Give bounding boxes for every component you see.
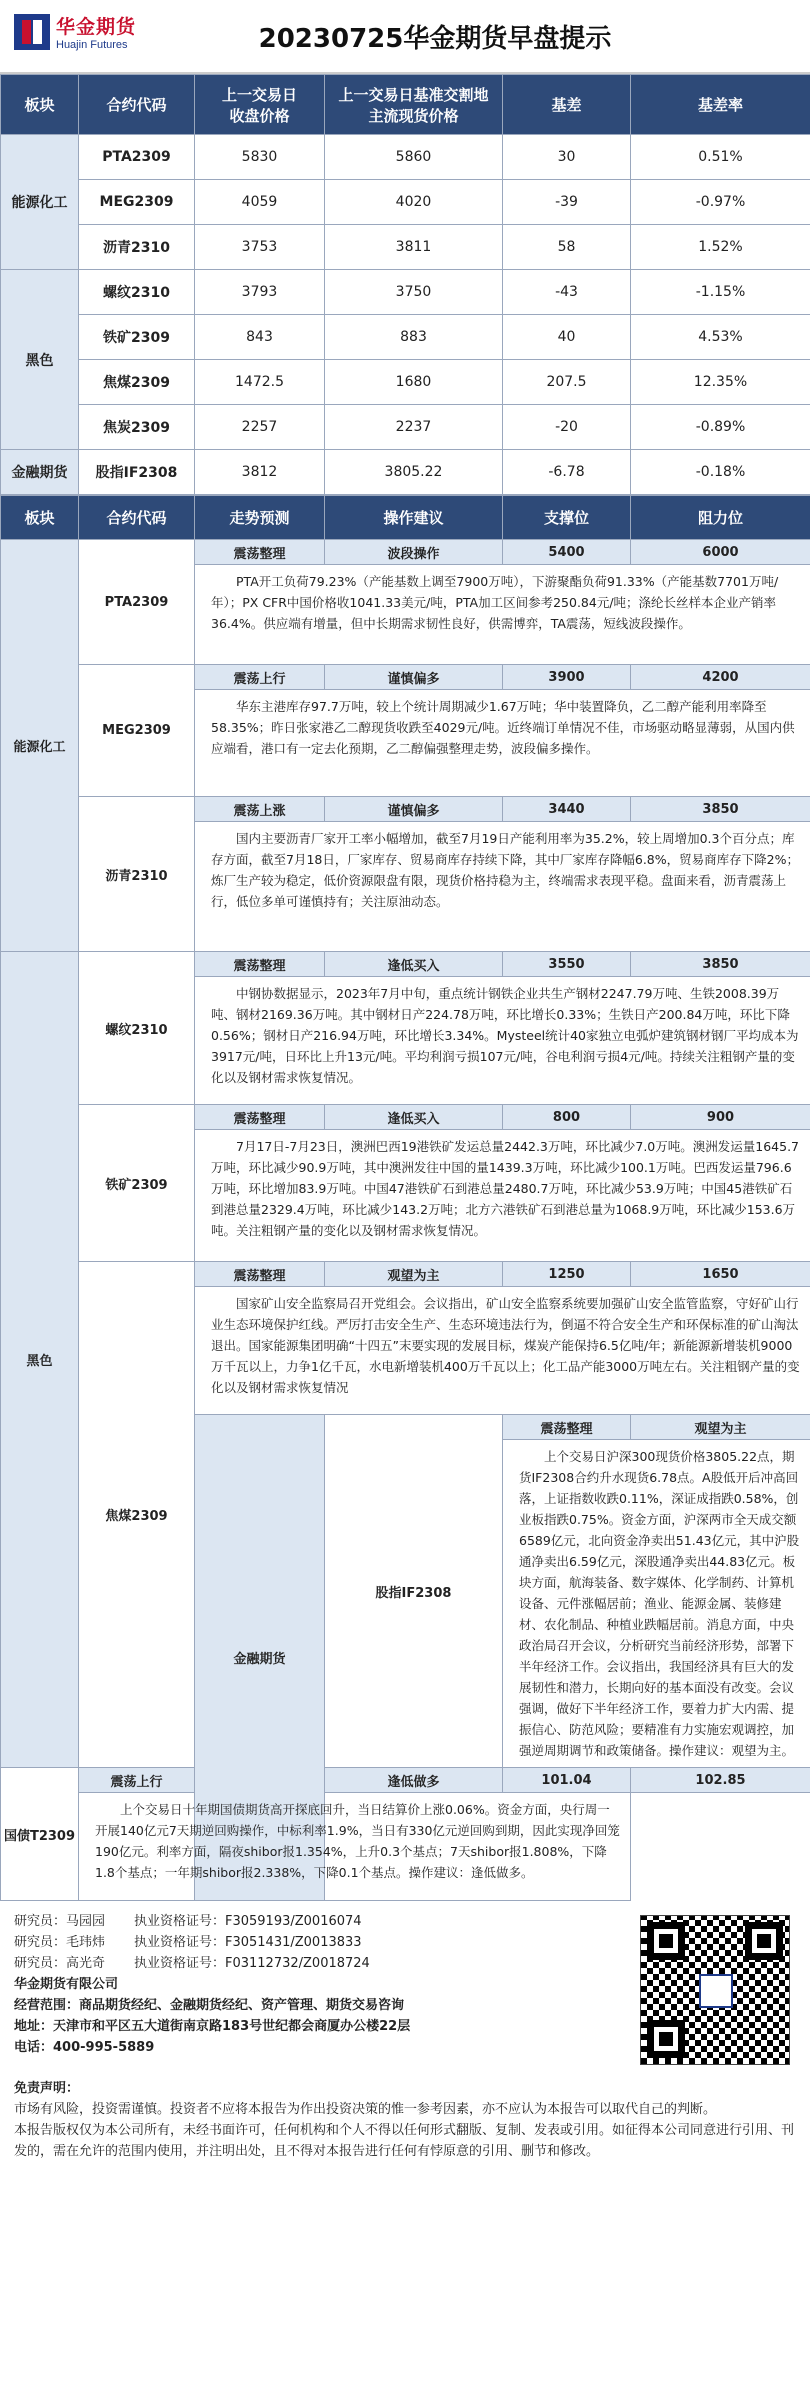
spot-price: 3811 [325, 225, 503, 270]
support-level: 3900 [503, 665, 631, 690]
close-price: 3793 [195, 270, 325, 315]
close-price: 1472.5 [195, 360, 325, 405]
support-level: 800 [503, 1105, 631, 1130]
contract-code: 焦煤2309 [79, 1262, 195, 1768]
header-resistance: 阻力位 [631, 496, 810, 540]
qr-logo-icon [699, 1974, 733, 2008]
disclaimer-text: 市场有风险，投资需谨慎。投资者不应将本报告为作出投资决策的惟一参考因素，亦不应认为本报告可以取代自己的判断。 [14, 2102, 717, 2117]
spot-price: 3750 [325, 270, 503, 315]
resistance-level: 6000 [631, 540, 810, 565]
market-commentary: 华东主港库存97.7万吨，较上个统计周期减少1.67万吨；华中装置降负，乙二醇产能利用率降至58.35%；昨日张家港乙二醇现货收跌至4029元/吨。近终端订单情况不佳，市场驱动略显薄弱，从国内供应端看，港口有一定去化预期，乙二醇偏强整理走势，波段偏多操作。 [195, 690, 810, 797]
support-level: 3440 [503, 797, 631, 822]
sector-cell: 能源化工 [1, 540, 79, 952]
sector-cell: 金融期货 [1, 450, 79, 495]
contract-code: 铁矿2309 [79, 1105, 195, 1262]
logo-english-name: Huajin Futures [56, 39, 128, 51]
support-level: 5400 [503, 540, 631, 565]
operation-advice: 谨慎偏多 [325, 665, 503, 690]
basis-value: -20 [503, 405, 631, 450]
resistance-level: 1650 [631, 1262, 810, 1287]
basis-rate: -0.18% [631, 450, 810, 495]
researcher-license: 执业资格证号：F03112732/Z0018724 [134, 1956, 370, 1971]
logo-mark-icon [14, 14, 50, 50]
close-price: 843 [195, 315, 325, 360]
header-spot-price [325, 75, 503, 135]
trend-forecast: 震荡整理 [195, 952, 325, 977]
basis-value: -43 [503, 270, 631, 315]
basis-rate: -0.97% [631, 180, 810, 225]
basis-value: -39 [503, 180, 631, 225]
market-commentary: 国内主要沥青厂家开工率小幅增加，截至7月19日产能利用率为35.2%，较上周增加0.3个百分点；库存方面，截至7月18日，厂家库存、贸易商库存持续下降，其中厂家库存降幅6.8%，贸易商库存下降2%；炼厂生产较为稳定，低价资源限盘有限，现货价格持稳为主，终端需求表现平稳。盘面来看，沥青震荡上行，低位多单可谨慎持有；关注原油动态。 [195, 822, 810, 952]
basis-rate: 1.52% [631, 225, 810, 270]
header-sector: 板块 [1, 496, 79, 540]
contract-code: PTA2309 [79, 540, 195, 665]
logo-chinese-name: 华金期货 [56, 16, 137, 38]
header-trend: 走势预测 [195, 496, 325, 540]
researcher-license: 执业资格证号：F3059193/Z0016074 [134, 1914, 362, 1929]
table-row [1, 315, 810, 360]
resistance-level: 4200 [631, 665, 810, 690]
resistance-level: 900 [631, 1105, 810, 1130]
header-basis: 基差 [503, 75, 631, 135]
researcher-name: 研究员：马园园 [14, 1914, 106, 1929]
contract-code: 螺纹2310 [79, 952, 195, 1105]
header-sector: 板块 [1, 75, 79, 135]
operation-advice: 波段操作 [325, 540, 503, 565]
contract-code: 焦煤2309 [79, 360, 195, 405]
company-logo [14, 12, 136, 51]
header-basis-rate: 基差率 [631, 75, 810, 135]
advice-summary-row [1, 797, 810, 822]
business-scope: 经营范围：商品期货经纪、金融期货经纪、资产管理、期货交易咨询 [14, 1998, 405, 2013]
contract-code: 国债T2309 [1, 1768, 79, 1901]
table-row [1, 360, 810, 405]
company-name: 华金期货有限公司 [14, 1977, 119, 1992]
contract-code: MEG2309 [79, 665, 195, 797]
market-commentary: PTA开工负荷79.23%（产能基数上调至7900万吨），下游聚酯负荷91.33%（产能基数7701万吨/年）；PX CFR中国价格收1041.33美元/吨，PTA加工区间参考250.84元/吨；涤纶长丝样本企业产销率36.4%。供应端有增量，但中长期需求韧性良好，供需博弈，TA震荡，短线波段操作。 [195, 565, 810, 665]
trend-forecast: 震荡整理 [195, 1262, 325, 1287]
advice-summary-row [1, 1105, 810, 1130]
basis-value: -6.78 [503, 450, 631, 495]
market-commentary: 上个交易日十年期国债期货高开探底回升，当日结算价上涨0.06%。资金方面，央行周一开展140亿元7天期逆回购操作，中标利率1.9%，当日有330亿元逆回购到期，因此实现净回笼190亿元。利率方面，隔夜shibor报1.354%，上升0.3个基点；7天shibor报1.808%，下降1.8个基点；一年期shibor报2.338%，下降0.1个基点。操作建议：逢低做多。 [79, 1793, 631, 1901]
market-commentary: 国家矿山安全监察局召开党组会。会议指出，矿山安全监察系统要加强矿山安全监管监察，守好矿山行业生态环境保护红线。严厉打击安全生产、生态环境违法行为，倒逼不符合安全生产和环保标准的矿山淘汰退出。国家能源集团明确“十四五”末要实现的发展目标，煤炭产能保持6.5亿吨/年；新能源新增装机9000万千瓦以上，力争1亿千瓦，水电新增装机400万千瓦以上；化工品产能3000万吨左右。关注粗钢产量的变化以及钢材需求恢复情况 [195, 1287, 810, 1415]
basis-value: 58 [503, 225, 631, 270]
basis-table-header [1, 75, 810, 135]
sector-cell: 能源化工 [1, 135, 79, 270]
spot-price: 3805.22 [325, 450, 503, 495]
operation-advice: 谨慎偏多 [325, 797, 503, 822]
operation-advice: 观望为主 [325, 1262, 503, 1287]
basis-value: 40 [503, 315, 631, 360]
advice-summary-row [1, 1262, 810, 1287]
close-price: 2257 [195, 405, 325, 450]
header-support: 支撑位 [503, 496, 631, 540]
sector-cell: 金融期货 [195, 1415, 325, 1901]
table-row [1, 405, 810, 450]
header-advice: 操作建议 [325, 496, 503, 540]
researcher-license: 执业资格证号：F3051431/Z0013833 [134, 1935, 362, 1950]
table-row [1, 135, 810, 180]
advice-detail-row [1, 1793, 810, 1901]
disclaimer [14, 2078, 796, 2162]
spot-price: 4020 [325, 180, 503, 225]
contract-code: 铁矿2309 [79, 315, 195, 360]
basis-rate: 0.51% [631, 135, 810, 180]
report-title: 20230725华金期货早盘提示 [258, 23, 612, 54]
trend-forecast: 震荡上行 [79, 1768, 195, 1793]
header-spot-price-label: 上一交易日基准交割地 主流现货价格 [338, 85, 489, 125]
operation-advice: 逢低买入 [325, 1105, 503, 1130]
contract-code: 焦炭2309 [79, 405, 195, 450]
advice-summary-row [1, 540, 810, 565]
basis-value: 30 [503, 135, 631, 180]
trend-forecast: 震荡整理 [195, 540, 325, 565]
spot-price: 2237 [325, 405, 503, 450]
basis-table [0, 74, 810, 495]
advice-summary-row [1, 952, 810, 977]
basis-rate: -1.15% [631, 270, 810, 315]
operation-advice: 观望为主 [631, 1415, 810, 1440]
basis-rate: 4.53% [631, 315, 810, 360]
basis-value: 207.5 [503, 360, 631, 405]
company-phone: 电话：400-995-5889 [14, 2040, 155, 2055]
market-commentary: 中钢协数据显示，2023年7月中旬，重点统计钢铁企业共生产钢材2247.79万吨、生铁2008.39万吨、钢材2169.36万吨。其中钢材日产224.78万吨，环比增长0.33%；生铁日产200.84万吨，环比下降0.56%；钢材日产216.94万吨，环比增长3.34%。Mysteel统计40家独立电弧炉建筑钢材钢厂平均成本为3917元/吨，日环比上升13元/吨。平均利润亏损107元/吨，谷电利润亏损4元/吨。持续关注粗钢产量的变化以及钢材需求恢复情况。 [195, 977, 810, 1105]
basis-rate: -0.89% [631, 405, 810, 450]
resistance-level: 3850 [631, 797, 810, 822]
support-level: 3550 [503, 952, 631, 977]
resistance-level: 3850 [631, 952, 810, 977]
trend-forecast: 震荡整理 [503, 1415, 631, 1440]
disclaimer-text: 本报告版权仅为本公司所有，未经书面许可，任何机构和个人不得以任何形式翻版、复制、发表或引用。如征得本公司同意进行引用、刊发的，需在允许的范围内使用，并注明出处，且不得对本报告进行任何有悖原意的引用、删节和修改。 [14, 2123, 795, 2159]
sector-cell: 黑色 [1, 270, 79, 450]
researcher-name: 研究员：毛玮炜 [14, 1935, 106, 1950]
close-price: 3753 [195, 225, 325, 270]
contract-code: 沥青2310 [79, 225, 195, 270]
table-row [1, 180, 810, 225]
operation-advice: 逢低买入 [325, 952, 503, 977]
header-contract: 合约代码 [79, 496, 195, 540]
table-row [1, 225, 810, 270]
advice-table-header [1, 496, 810, 540]
disclaimer-title: 免责声明： [14, 2081, 80, 2096]
close-price: 4059 [195, 180, 325, 225]
support-level: 1250 [503, 1262, 631, 1287]
report-header [0, 0, 810, 74]
operation-advice: 逢低做多 [325, 1768, 503, 1793]
market-commentary: 7月17日-7月23日，澳洲巴西19港铁矿发运总量2442.3万吨，环比减少7.0万吨。澳洲发运量1645.7万吨，环比减少90.9万吨，其中澳洲发往中国的量1439.3万吨，环比减少100.1万吨。巴西发运量796.6万吨，环比增加83.9万吨。中国47港铁矿石到港总量2480.7万吨，环比减少53.9万吨；中国45港铁矿石到港总量2329.4万吨，环比减少143.2万吨；北方六港铁矿石到港总量为1068.9万吨，环比减少153.6万吨。关注粗钢产量的变化以及钢材需求恢复情况。 [195, 1130, 810, 1262]
contract-code: 股指IF2308 [325, 1415, 503, 1768]
advice-summary-row [1, 665, 810, 690]
basis-rate: 12.35% [631, 360, 810, 405]
contract-code: 螺纹2310 [79, 270, 195, 315]
spot-price: 5860 [325, 135, 503, 180]
spot-price: 883 [325, 315, 503, 360]
resistance-level: 102.85 [631, 1768, 810, 1793]
header-contract: 合约代码 [79, 75, 195, 135]
table-row [1, 270, 810, 315]
header-close-price [195, 75, 325, 135]
qr-code-icon [640, 1915, 790, 2065]
trend-forecast: 震荡上涨 [195, 797, 325, 822]
table-row [1, 450, 810, 495]
support-level: 101.04 [503, 1768, 631, 1793]
sector-cell: 黑色 [1, 952, 79, 1768]
market-commentary: 上个交易日沪深300现货价格3805.22点，期货IF2308合约升水现货6.78点。A股低开后冲高回落，上证指数收跌0.11%，深证成指跌0.58%，创业板指跌0.75%。资金方面，沪深两市全天成交额6589亿元，北向资金净卖出51.43亿元，其中沪股通净卖出6.59亿元，深股通净卖出44.83亿元。板块方面，航海装备、数字媒体、化学制药、计算机设备、元件涨幅居前；渔业、能源金属、装修建材、农化制品、种植业跌幅居前。消息方面，中央政治局召开会议，分析研究当前经济形势，部署下半年经济工作。会议指出，我国经济具有巨大的发展韧性和潜力，长期向好的基本面没有改变。会议强调，做好下半年经济工作，要着力扩大内需、提振信心、防范风险；要精准有力实施宏观调控，加强逆周期调节和政策储备。操作建议：观望为主。 [503, 1440, 810, 1768]
spot-price: 1680 [325, 360, 503, 405]
header-close-price-label: 上一交易日 收盘价格 [221, 85, 297, 125]
contract-code: MEG2309 [79, 180, 195, 225]
advice-table [0, 495, 810, 1901]
close-price: 5830 [195, 135, 325, 180]
trend-forecast: 震荡上行 [195, 665, 325, 690]
trend-forecast: 震荡整理 [195, 1105, 325, 1130]
report-footer [0, 1901, 810, 2162]
close-price: 3812 [195, 450, 325, 495]
researcher-name: 研究员：高光奇 [14, 1956, 106, 1971]
contract-code: 沥青2310 [79, 797, 195, 952]
contract-code: 股指IF2308 [79, 450, 195, 495]
advice-summary-row [1, 1768, 810, 1793]
company-address: 地址：天津市和平区五大道街南京路183号世纪都会商厦办公楼22层 [14, 2019, 411, 2034]
contract-code: PTA2309 [79, 135, 195, 180]
